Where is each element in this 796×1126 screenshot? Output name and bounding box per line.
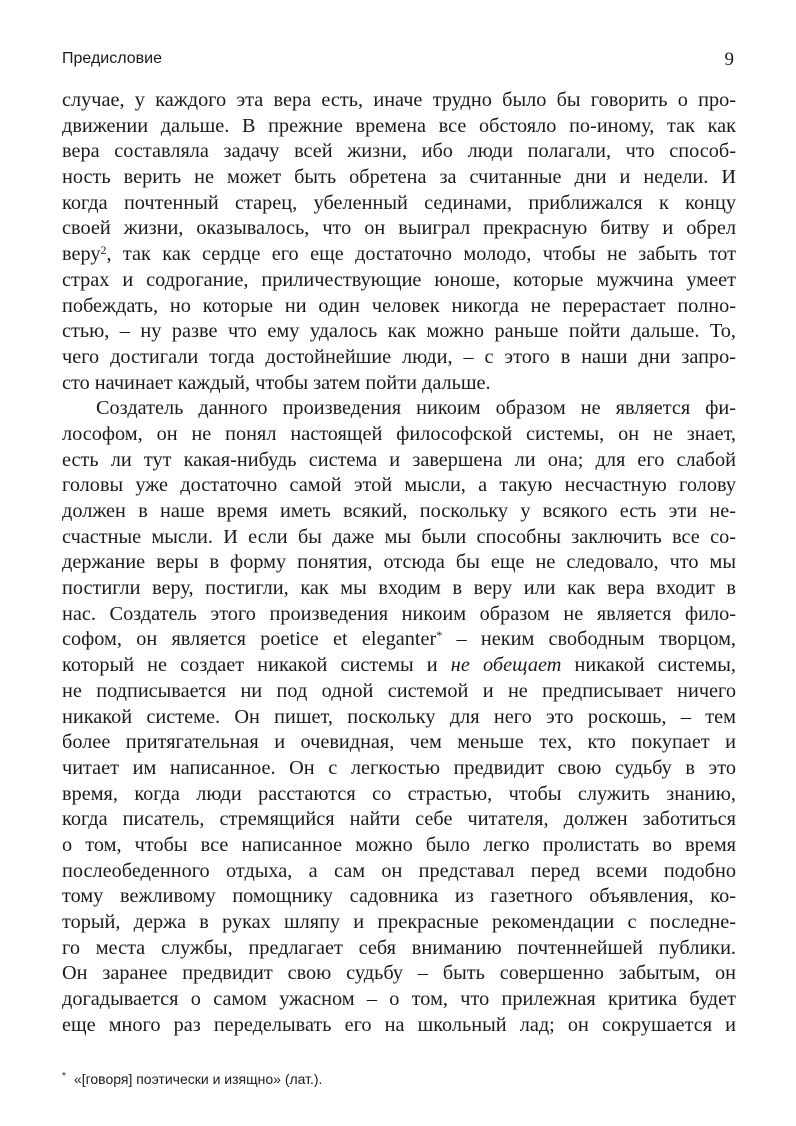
footnote-reference: 2 (100, 243, 107, 258)
text-segment: случае, у каждого эта вера есть, иначе трудно было бы говорить о про- (62, 89, 736, 111)
text-segment: еще много раз переделывать его на школьный лад; он сокрушается и (62, 1013, 736, 1036)
text-line (62, 88, 736, 114)
text-line (62, 499, 736, 525)
text-segment: головы уже достаточно самой этой мысли, а такую несчастную голову (62, 474, 736, 497)
text-line (62, 833, 736, 859)
text-segment: есть ли тут какая-нибудь система и завершена ли она; для его слабой (62, 448, 736, 471)
text-segment: страх и содрогание, приличествующие юноше, которые мужчина умеет (62, 268, 736, 291)
text-line (62, 422, 736, 448)
text-line (62, 627, 736, 653)
text-line (62, 705, 736, 731)
text-line (62, 448, 736, 474)
text-line (62, 653, 736, 679)
text-segment: веру (62, 243, 101, 266)
text-segment: го места службы, предлагает себя вниманию почтеннейшей публики. (62, 936, 736, 959)
text-segment: время, когда люди расстаются со страстью, чтобы служить знанию, (62, 782, 736, 805)
footnote-reference: * (436, 628, 443, 643)
text-line (62, 473, 736, 499)
text-segment: никакой системе. Он пишет, поскольку для него это роскошь, – тем (62, 705, 736, 728)
footnote-text: «[говоря] поэтически и изящно» (лат.). (73, 1071, 323, 1087)
text-line (62, 268, 736, 294)
text-line (62, 1013, 736, 1039)
text-line (62, 371, 736, 397)
text-segment: читает им написанное. Он с легкостью предвидит свою судьбу в это (62, 756, 736, 779)
text-segment: чего достигали тогда достойнейшие люди, – с этого в наши дни запро- (62, 345, 736, 368)
text-segment: стью, – ну разве что ему удалось как можно раньше пойти дальше. То, (62, 320, 736, 343)
text-segment: лософом, он не понял настоящей философской системы, он не знает, (62, 422, 736, 445)
text-segment: держание веры в форму понятия, отсюда бы еще не следовало, что мы (62, 551, 736, 574)
text-segment: вера составляла задачу всей жизни, ибо люди полагали, что способ- (62, 140, 736, 163)
text-segment: – неким свободным творцом, (442, 628, 736, 651)
page-number: 9 (724, 49, 734, 70)
text-segment: послеобеденного отдыха, а сам он представал перед всеми подобно (62, 859, 736, 882)
text-line (62, 345, 736, 371)
text-line (62, 294, 736, 320)
text-segment: о том, чтобы все написанное можно было легко пролистать во время (62, 833, 736, 856)
text-line (62, 961, 736, 987)
text-line (62, 782, 736, 808)
text-line (62, 936, 736, 962)
text-segment: который не создает никакой системы и (62, 654, 451, 677)
text-line (62, 550, 736, 576)
text-segment: движении дальше. В прежние времена все обстояло по-иному, так как (62, 114, 736, 137)
text-segment: торый, держа в руках шляпу и прекрасные рекомендации с последне- (62, 911, 736, 933)
text-line (62, 679, 736, 705)
text-segment: не подписывается ни под одной системой и не предписывает ничего (62, 679, 736, 702)
text-segment: более притягательная и очевидная, чем меньше тех, кто покупает и (62, 731, 736, 754)
text-line (62, 396, 736, 422)
text-segment: догадывается о самом ужасном – о том, что прилежная критика будет (62, 988, 736, 1011)
text-line (62, 859, 736, 885)
text-segment: сто начинает каждый, чтобы затем пойти дальше. (62, 371, 491, 394)
text-line (62, 910, 736, 936)
text-segment: нас. Создатель этого произведения никоим образом не является фило- (62, 602, 736, 625)
text-line (62, 602, 736, 628)
text-segment: Создатель данного произведения никоим образом не является фи- (96, 397, 736, 420)
text-line (62, 139, 736, 165)
text-line (62, 807, 736, 833)
text-line (62, 884, 736, 910)
text-line (62, 165, 736, 191)
text-segment: никакой системы, (561, 654, 736, 677)
text-segment: постигли веру, постигли, как мы входим в веру или как вера входит в (62, 577, 736, 600)
text-line (62, 216, 736, 242)
text-segment: ность верить не может быть обретена за считанные дни и недели. И (62, 166, 736, 189)
footnote (62, 1071, 322, 1087)
text-line (62, 114, 736, 140)
text-line (62, 730, 736, 756)
body-text (62, 88, 736, 1038)
text-segment: когда писатель, стремящийся найти себе читателя, должен заботиться (62, 808, 736, 831)
text-line (62, 525, 736, 551)
italic-text: не обещает (450, 654, 562, 677)
text-segment: когда почтенный старец, убеленный сединами, приближался к концу (62, 191, 736, 214)
text-line (62, 242, 736, 268)
text-line (62, 987, 736, 1013)
text-segment: должен в наше время иметь всякий, поскольку у всякого есть эти не- (62, 500, 736, 522)
text-segment: тому вежливому помощнику садовника из газетного объявления, ко- (62, 885, 736, 908)
text-segment: побеждать, но которые ни один человек никогда не перерастает полно- (62, 294, 736, 317)
text-segment: счастные мысли. И если бы даже мы были способны заключить все со- (62, 525, 736, 548)
text-line (62, 319, 736, 345)
text-line (62, 756, 736, 782)
text-segment: Он заранее предвидит свою судьбу – быть совершенно забытым, он (62, 962, 736, 985)
text-segment: , так как сердце его еще достаточно молодо, чтобы не забыть тот (106, 243, 736, 266)
text-line (62, 191, 736, 217)
text-segment: своей жизни, оказывалось, что он выиграл прекрасную битву и обрел (62, 217, 736, 240)
footnote-mark: * (62, 1071, 66, 1082)
running-header-title: Предисловие (62, 50, 162, 67)
text-segment: софом, он является poetice et eleganter (62, 628, 437, 651)
text-line (62, 576, 736, 602)
